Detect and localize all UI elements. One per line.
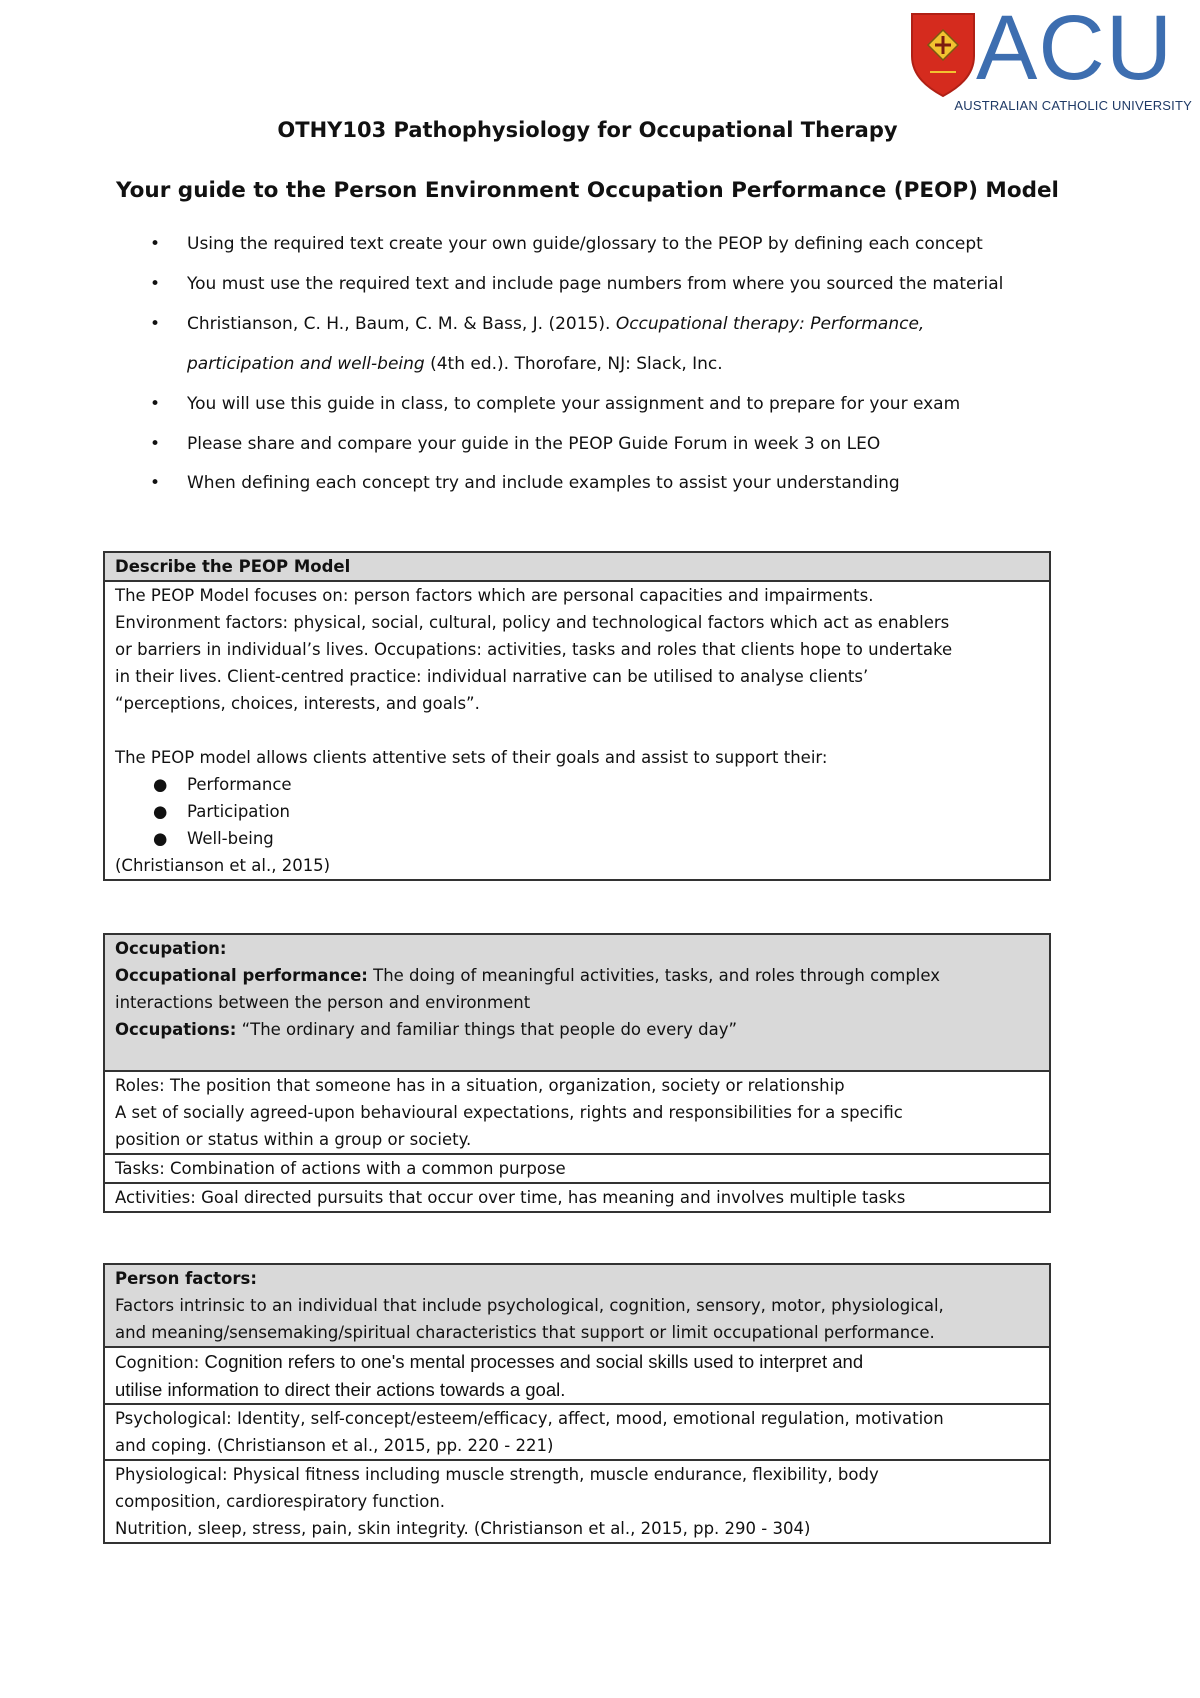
psychological-cell: Psychological: Identity, self-concept/esteem/efficacy, affect, mood, emotional regulation, motivation and coping. (Christianson et al., 2015, pp. 220 - 221) [104,1404,1050,1460]
list-item [150,434,1080,454]
bullet-text: Christianson, C. H., Baum, C. M. & Bass, J. (2015). [187,314,616,334]
list-item: ● Performance [115,771,1039,798]
bullet-text: (4th ed.). Thorofare, NJ: Slack, Inc. [424,354,723,374]
person-factors-heading: Person factors: [115,1269,257,1288]
citation: (Christianson et al., 2015) [115,856,331,875]
bullet-icon: ● [153,829,168,848]
acu-logo [910,0,1192,113]
list-item [150,274,1080,294]
bullet-icon: ● [153,775,168,794]
list-item [150,473,1080,493]
occupation-heading-cell: Occupation: Occupational performance: The doing of meaningful activities, tasks, and roles through complex interactions between the person and environment Occupations: “The ordinary and familiar things that people do every day” [104,934,1050,1071]
peop-model-body: The PEOP Model focuses on: person factors which are personal capacities and impairments. Environment factors: physical, social, cultural, policy and technological factors which act as enablers or barriers in individual’s lives. Occupations: activities, tasks and roles that clients hope to undertake in their lives. Client-centred practice: individual narrative can be utilised to analyse clients’ “perceptions, choices, interests, and goals”. The PEOP model allows clients attentive sets of their goals and assist to support their: ● Performance ● Participation ● Well-being (Christianson et al., 2015) [104,581,1050,880]
list-item [150,234,1080,254]
instruction-list [150,234,1080,493]
bullet-icon: ● [153,802,168,821]
occupation-table [103,933,1051,1213]
activities-cell: Activities: Goal directed pursuits that occur over time, has meaning and involves multiple tasks [104,1183,1050,1212]
peop-model-heading: Describe the PEOP Model [104,552,1050,581]
peop-goals-list [115,771,1039,852]
bullet-icon: • [150,234,161,254]
bullet-icon: • [150,434,161,454]
book-title: Occupational therapy: Performance, [615,314,925,334]
bullet-icon: • [150,314,161,334]
shield-icon [910,12,976,98]
book-title-cont: participation and well-being [187,354,425,374]
page-subtitle: Your guide to the Person Environment Occupation Performance (PEOP) Model [116,178,1059,203]
bullet-text: When defining each concept try and include examples to assist your understanding [187,473,900,493]
occupation-heading: Occupation: [115,939,227,958]
bullet-icon: • [150,394,161,414]
list-item [150,314,1080,374]
tasks-cell: Tasks: Combination of actions with a common purpose [104,1154,1050,1183]
cognition-cell: Cognition: Cognition refers to one's mental processes and social skills used to interpret and utilise information to direct their actions towards a goal. [104,1347,1050,1404]
roles-cell: Roles: The position that someone has in a situation, organization, society or relationship A set of socially agreed-upon behavioural expectations, rights and responsibilities for a specific position or status within a group or society. [104,1071,1050,1154]
bullet-text: Please share and compare your guide in the PEOP Guide Forum in week 3 on LEO [187,434,881,454]
peop-model-table [103,551,1051,881]
bullet-icon: • [150,274,161,294]
list-item: ● Well-being [115,825,1039,852]
list-item: ● Participation [115,798,1039,825]
logo-subtitle: AUSTRALIAN CATHOLIC UNIVERSITY [954,98,1192,113]
physiological-cell: Physiological: Physical fitness including muscle strength, muscle endurance, flexibility, body composition, cardiorespiratory function. Nutrition, sleep, stress, pain, skin integrity. (Christianson et al., 2015, pp. 290 - 304) [104,1460,1050,1543]
page-title: OTHY103 Pathophysiology for Occupational Therapy [277,118,898,142]
logo-letters: ACU [976,0,1174,99]
list-item [150,394,1080,414]
bullet-text: You must use the required text and include page numbers from where you sourced the material [187,274,1004,294]
bullet-icon: • [150,473,161,493]
person-factors-table [103,1263,1051,1544]
person-factors-heading-cell: Person factors: Factors intrinsic to an individual that include psychological, cognition, sensory, motor, physiological, and meaning/sensemaking/spiritual characteristics that support or limit occupational performance. [104,1264,1050,1347]
bullet-text: Using the required text create your own guide/glossary to the PEOP by defining each concept [187,234,983,254]
bullet-text: You will use this guide in class, to complete your assignment and to prepare for your exam [187,394,961,414]
